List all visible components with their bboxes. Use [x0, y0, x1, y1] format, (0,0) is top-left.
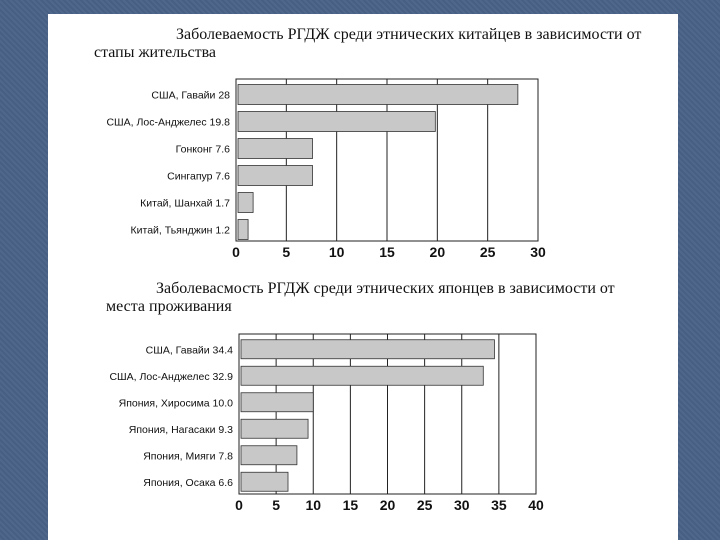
chart-2-tick-label: 10	[305, 497, 322, 513]
chart-2-title-line-2: места проживания	[106, 298, 232, 315]
chart-1-tick-label: 5	[282, 244, 291, 260]
chart-1-tick-label: 20	[429, 244, 446, 260]
chart-1-title-line-2: стапы жительства	[94, 44, 217, 61]
chart-1-bar	[238, 166, 313, 186]
chart-2-tick-label: 20	[379, 497, 396, 513]
chart-2-bar	[241, 446, 297, 465]
chart-2-bar	[241, 419, 308, 438]
chart-2-tick-label: 15	[342, 497, 359, 513]
slide	[48, 14, 678, 540]
chart-2-category-label: Япония, Мияги 7.8	[143, 450, 233, 463]
chart-1-tick-label: 10	[328, 244, 345, 260]
chart-1-tick-label: 25	[479, 244, 496, 260]
chart-2-bar	[241, 393, 313, 412]
chart-1-bar	[238, 193, 253, 213]
chart-1-category-label: Китай, Тьянджин 1.2	[130, 224, 230, 237]
chart-1-bar	[238, 85, 518, 105]
chart-1-category-label: Китай, Шанхай 1.7	[140, 197, 230, 210]
chart-2-bar	[241, 366, 483, 385]
chart-1-category-label: США, Гавайи 28	[151, 89, 230, 102]
chart-2-tick-label: 40	[528, 497, 544, 513]
chart-2-bar-chart	[48, 330, 678, 530]
chart-2-title-line-1: Заболевасмость РГДЖ среди этнических японцев в зависимости от	[156, 280, 615, 297]
chart-1-tick-label: 15	[379, 244, 395, 260]
chart-1-category-label: Сингапур 7.6	[167, 170, 230, 183]
chart-2-category-label: Япония, Нагасаки 9.3	[128, 423, 233, 436]
chart-1-bar	[238, 220, 248, 240]
chart-2-tick-label: 0	[235, 497, 243, 513]
chart-2-bar	[241, 340, 494, 359]
chart-2-category-label: Япония, Хиросима 10.0	[118, 397, 233, 410]
chart-2-bar	[241, 472, 288, 491]
chart-2-category-label: США, Лос-Анджелес 32.9	[109, 370, 233, 383]
chart-1-bar	[238, 139, 313, 159]
chart-2-tick-label: 35	[491, 497, 507, 513]
chart-2-category-label: США, Гавайи 34.4	[145, 344, 233, 357]
chart-1-title-line-1: Заболеваемость РГДЖ среди этнических китайцев в зависимости от	[176, 26, 642, 43]
chart-2-title	[106, 280, 666, 316]
chart-1-category-label: США, Лос-Анджелес 19.8	[106, 116, 230, 129]
chart-2-tick-label: 25	[416, 497, 433, 513]
chart-1-tick-label: 0	[232, 244, 240, 260]
chart-1-tick-label: 30	[530, 244, 546, 260]
chart-1-title	[94, 26, 664, 62]
chart-1-category-label: Гонконг 7.6	[175, 143, 230, 156]
chart-2-tick-label: 30	[453, 497, 470, 513]
chart-1-bar-chart	[48, 74, 678, 274]
chart-2-tick-label: 5	[272, 497, 281, 513]
chart-2-category-label: Япония, Осака 6.6	[143, 476, 233, 489]
chart-1-bar	[238, 112, 435, 132]
